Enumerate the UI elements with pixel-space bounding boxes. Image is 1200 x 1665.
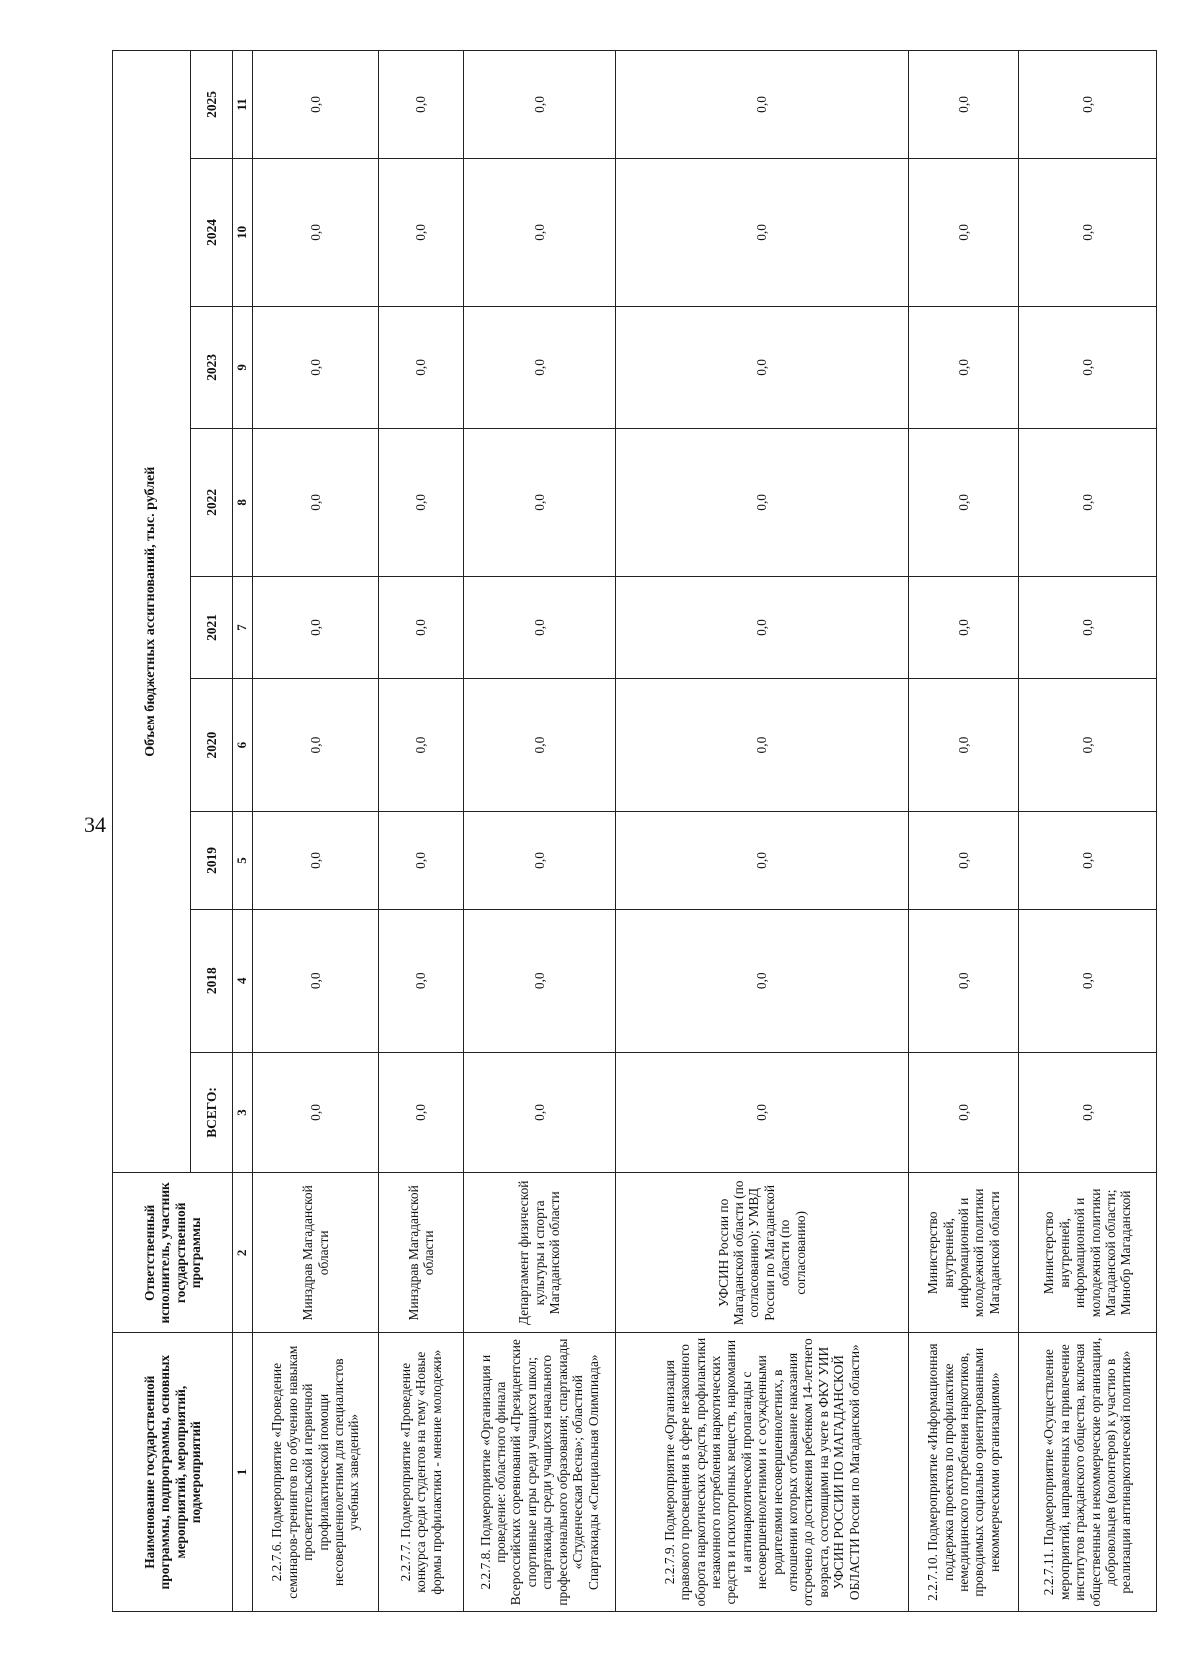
header-year: 2025	[191, 51, 233, 159]
value-cell: 0,0	[253, 679, 379, 812]
row-name: 2.2.7.7. Подмероприятие «Проведение конкурса среди студентов на тему «Новые формы профилактики - мнение молодежи»	[379, 1333, 464, 1612]
value-cell: 0,0	[615, 811, 909, 909]
value-cell: 0,0	[615, 158, 909, 306]
column-number: 1	[233, 1333, 253, 1612]
value-cell: 0,0	[1019, 1052, 1157, 1173]
value-cell: 0,0	[464, 306, 615, 428]
value-cell: 0,0	[379, 679, 464, 812]
value-cell: 0,0	[253, 51, 379, 159]
value-cell: 0,0	[253, 306, 379, 428]
value-cell: 0,0	[909, 576, 1019, 678]
column-number: 5	[233, 811, 253, 909]
header-year: 2019	[191, 811, 233, 909]
value-cell: 0,0	[1019, 306, 1157, 428]
value-cell: 0,0	[379, 811, 464, 909]
value-cell: 0,0	[379, 158, 464, 306]
row-name: 2.2.7.9. Подмероприятие «Организация правового просвещения в сфере незаконного оборота наркотических средств, профилактики незаконного потребления наркотических средств и психотропных веществ, наркомании и антинаркотической пропаганды с несовершеннолетними и с осужденными родителями несовершеннолетних, в отношении которых отбывание наказания отсрочено до достижения ребенком 14-летнего возраста, состоящими на учете в ФКУ УИИ УФСИН РОССИИ ПО МАГАДАНСКОЙ ОБЛАСТИ России по Магаданской области»	[615, 1333, 909, 1612]
row-executor: Минздрав Магаданской области	[379, 1173, 464, 1333]
value-cell: 0,0	[615, 909, 909, 1052]
value-cell: 0,0	[1019, 909, 1157, 1052]
table-row	[379, 51, 464, 1612]
column-number: 3	[233, 1052, 253, 1173]
row-executor: Министерство внутренней, информационной и молодежной политики Магаданской области	[909, 1173, 1019, 1333]
row-name: 2.2.7.8. Подмероприятие «Организация и проведение: областного финала Всероссийских соревнований «Президентские спортивные игры среди учащихся школ; спартакиады среди учащихся начального профессионального образования; спартакиады «Студенческая Весна»; областной Спартакиады «Специальная Олимпиада»	[464, 1333, 615, 1612]
value-cell: 0,0	[253, 909, 379, 1052]
header-year: 2024	[191, 158, 233, 306]
row-executor: Департамент физической культуры и спорта Магаданской области	[464, 1173, 615, 1333]
value-cell: 0,0	[464, 679, 615, 812]
row-executor: Министерство внутренней, информационной и молодежной политики Магаданской области; Минобр Магаданской	[1019, 1173, 1157, 1333]
column-number: 11	[233, 51, 253, 159]
header-name-column: Наименование государственной программы, подпрограммы, основных мероприятий, мероприятий, подмероприятий	[113, 1333, 233, 1612]
value-cell: 0,0	[909, 909, 1019, 1052]
column-number: 9	[233, 306, 253, 428]
column-number: 10	[233, 158, 253, 306]
rotated-budget-table	[112, 50, 1157, 1612]
value-cell: 0,0	[253, 158, 379, 306]
value-cell: 0,0	[909, 306, 1019, 428]
header-year: 2021	[191, 576, 233, 678]
value-cell: 0,0	[464, 1052, 615, 1173]
value-cell: 0,0	[379, 909, 464, 1052]
value-cell: 0,0	[615, 679, 909, 812]
row-executor: УФСИН России по Магаданской области (по согласованию); УМВД России по Магаданской области (по согласованию)	[615, 1173, 909, 1333]
value-cell: 0,0	[464, 811, 615, 909]
row-name: 2.2.7.11. Подмероприятие «Осуществление мероприятий, направленных на привлечение институтов гражданского общества, включая общественные и некоммерческие организации, добровольцев (волонтеров) к участию в реализации антинаркотической политики»	[1019, 1333, 1157, 1612]
value-cell: 0,0	[464, 51, 615, 159]
value-cell: 0,0	[253, 811, 379, 909]
table-row	[909, 51, 1019, 1612]
value-cell: 0,0	[615, 1052, 909, 1173]
value-cell: 0,0	[1019, 158, 1157, 306]
value-cell: 0,0	[1019, 428, 1157, 576]
column-number: 2	[233, 1173, 253, 1333]
value-cell: 0,0	[615, 306, 909, 428]
table-row	[464, 51, 615, 1612]
header-year: 2022	[191, 428, 233, 576]
value-cell: 0,0	[464, 428, 615, 576]
value-cell: 0,0	[464, 909, 615, 1052]
page-number: 34	[84, 812, 106, 837]
row-executor: Минздрав Магаданской области	[253, 1173, 379, 1333]
header-year: 2018	[191, 909, 233, 1052]
value-cell: 0,0	[253, 576, 379, 678]
column-number: 7	[233, 576, 253, 678]
value-cell: 0,0	[464, 158, 615, 306]
header-total: ВСЕГО:	[191, 1052, 233, 1173]
value-cell: 0,0	[1019, 679, 1157, 812]
column-number: 6	[233, 679, 253, 812]
value-cell: 0,0	[909, 158, 1019, 306]
table-row	[615, 51, 909, 1612]
value-cell: 0,0	[1019, 51, 1157, 159]
value-cell: 0,0	[615, 428, 909, 576]
value-cell: 0,0	[253, 1052, 379, 1173]
value-cell: 0,0	[379, 306, 464, 428]
row-name: 2.2.7.6. Подмероприятие «Проведение семинаров-тренингов по обучению навыкам просветительской и первичной профилактической помощи несовершеннолетним для специалистов учебных заведений»	[253, 1333, 379, 1612]
value-cell: 0,0	[379, 428, 464, 576]
header-executor-column: Ответственный исполнитель, участник государственной программы	[113, 1173, 233, 1333]
value-cell: 0,0	[909, 1052, 1019, 1173]
value-cell: 0,0	[1019, 811, 1157, 909]
value-cell: 0,0	[1019, 576, 1157, 678]
column-number: 4	[233, 909, 253, 1052]
value-cell: 0,0	[379, 1052, 464, 1173]
value-cell: 0,0	[909, 811, 1019, 909]
value-cell: 0,0	[909, 679, 1019, 812]
column-number: 8	[233, 428, 253, 576]
budget-table	[112, 50, 1157, 1612]
header-budget-group: Объем бюджетных ассигнований, тыс. рублей	[113, 51, 191, 1173]
value-cell: 0,0	[909, 51, 1019, 159]
row-name: 2.2.7.10. Подмероприятие «Информационная поддержка проектов по профилактике немедицинского потребления наркотиков, проводимых социально ориентированными некоммерческими организациями»	[909, 1333, 1019, 1612]
header-year: 2020	[191, 679, 233, 812]
table-row	[1019, 51, 1157, 1612]
value-cell: 0,0	[464, 576, 615, 678]
value-cell: 0,0	[379, 51, 464, 159]
value-cell: 0,0	[909, 428, 1019, 576]
value-cell: 0,0	[615, 576, 909, 678]
value-cell: 0,0	[379, 576, 464, 678]
value-cell: 0,0	[615, 51, 909, 159]
header-year: 2023	[191, 306, 233, 428]
table-row	[253, 51, 379, 1612]
column-number-row	[233, 51, 253, 1612]
value-cell: 0,0	[253, 428, 379, 576]
